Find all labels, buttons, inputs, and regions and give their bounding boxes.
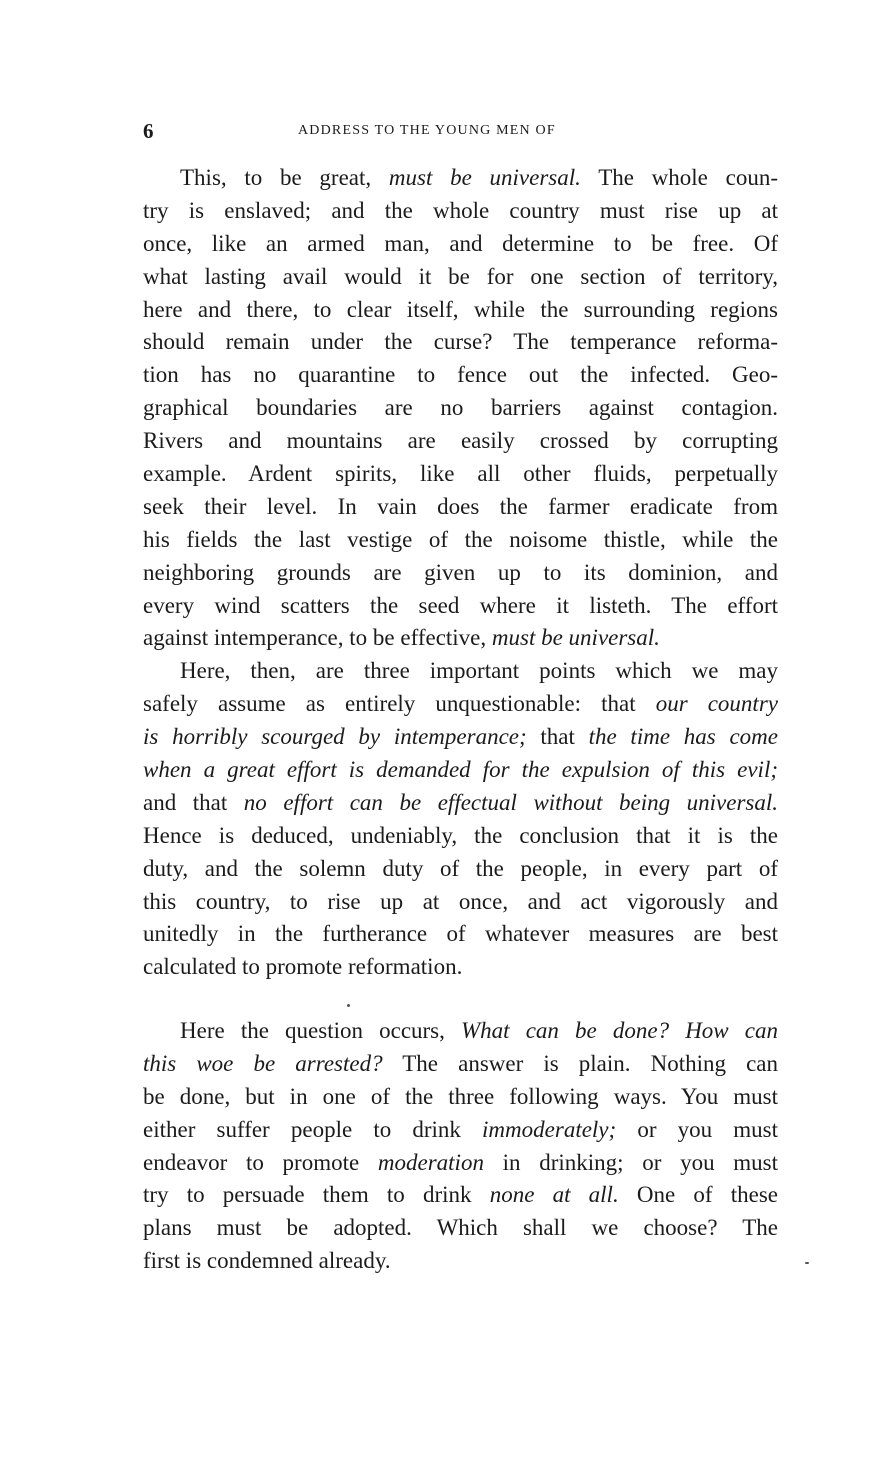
italic-text: must be universal.	[388, 165, 581, 190]
text-line	[143, 557, 778, 590]
text-run: graphical boundaries are no barriers against contagion.	[143, 395, 778, 421]
text-run: The answer is plain. Nothing can	[382, 1050, 778, 1076]
text-line	[143, 590, 778, 623]
text-run: first is condemned already.	[143, 1248, 391, 1274]
text-line	[143, 853, 778, 886]
text-run: his fields the last vestige of the noisome thistle, while the	[143, 526, 778, 552]
text-line	[143, 1179, 778, 1212]
italic-text: none at all.	[489, 1182, 619, 1208]
italic-text: is horribly scourged by intemperance;	[143, 724, 527, 750]
text-run: neighboring grounds are given up to its dominion, and	[143, 559, 778, 585]
text-run: seek their level. In vain does the farmer eradicate from	[143, 493, 778, 519]
text-line	[143, 1081, 778, 1114]
text-line	[143, 1015, 778, 1048]
text-run: what lasting avail would it be for one section of territory,	[143, 263, 778, 289]
text-run: and that	[143, 789, 244, 815]
running-head: ADDRESS TO THE YOUNG MEN OF	[298, 123, 556, 138]
text-line	[143, 294, 778, 327]
text-line	[143, 721, 778, 754]
text-run: safely assume as entirely unquestionable: that	[143, 691, 656, 717]
page-header	[143, 116, 783, 146]
text-line	[143, 820, 778, 853]
italic-text: our country	[655, 691, 778, 717]
text-line	[143, 918, 778, 951]
text-run: calculated to promote reformation.	[143, 954, 463, 980]
italic-text: no effort can be effectual without being universal.	[243, 789, 778, 815]
text-run: every wind scatters the seed where it listeth. The effort	[143, 592, 778, 618]
italic-text: immoderately;	[482, 1116, 617, 1142]
paragraph-three-points	[143, 655, 778, 984]
text-line	[143, 1212, 778, 1245]
text-line	[143, 162, 778, 195]
text-line	[143, 458, 778, 491]
text-run: once, like an armed man, and determine to be free. Of	[143, 230, 778, 256]
text-run: unitedly in the furtherance of whatever measures are best	[143, 921, 778, 947]
text-line	[143, 195, 778, 228]
text-run: endeavor to promote	[143, 1149, 378, 1175]
text-run: Here, then, are three important points which we may	[180, 658, 778, 684]
text-run: that	[526, 724, 589, 750]
text-run: against intemperance, to be effective,	[143, 625, 492, 651]
text-line	[143, 622, 778, 655]
page-number: 6	[143, 119, 154, 143]
text-run: Here the question occurs,	[180, 1018, 462, 1043]
text-line	[143, 787, 778, 820]
text-line	[143, 359, 778, 392]
text-run: example. Ardent spirits, like all other fluids, perpetually	[143, 461, 778, 487]
text-run: One of these	[618, 1182, 778, 1208]
upper-text-section	[143, 162, 778, 984]
text-line	[143, 886, 778, 919]
paragraph-question	[143, 1015, 778, 1278]
text-line	[143, 261, 778, 294]
text-run: Hence is deduced, undeniably, the conclusion that it is the	[143, 822, 778, 848]
text-line	[143, 491, 778, 524]
text-run: try is enslaved; and the whole country must rise up at	[143, 197, 778, 223]
text-run: or you must	[616, 1116, 779, 1142]
text-line	[143, 655, 778, 688]
italic-text: must be universal.	[491, 625, 660, 651]
lower-text-section	[143, 1015, 778, 1278]
italic-text: this woe be arrested?	[143, 1050, 383, 1076]
text-run: tion has no quarantine to fence out the infected. Geo-	[143, 362, 778, 388]
text-line	[143, 228, 778, 261]
italic-text: when a great effort is demanded for the expulsion of this evil;	[143, 757, 778, 783]
text-line	[143, 1114, 778, 1147]
text-line	[143, 392, 778, 425]
text-run: duty, and the solemn duty of the people, in every part of	[143, 855, 778, 881]
text-run: This, to be great,	[180, 165, 389, 190]
print-speck	[347, 1004, 350, 1007]
text-run: this country, to rise up at once, and act vigorously and	[143, 888, 778, 914]
text-run: should remain under the curse? The temperance reforma-	[143, 329, 778, 355]
text-run: try to persuade them to drink	[143, 1182, 490, 1208]
text-line	[143, 326, 778, 359]
paragraph-universal-effort	[143, 162, 778, 655]
text-run: in drinking; or you must	[483, 1149, 778, 1175]
text-line	[143, 1245, 778, 1278]
italic-text: the time has come	[588, 724, 778, 750]
italic-text: moderation	[377, 1149, 484, 1175]
text-run: Rivers and mountains are easily crossed by corrupting	[143, 428, 778, 454]
text-run: The whole coun-	[580, 165, 778, 190]
text-run: here and there, to clear itself, while the surrounding regions	[143, 296, 778, 322]
text-line	[143, 1147, 778, 1180]
text-run: either suffer people to drink	[143, 1116, 483, 1142]
text-line	[143, 754, 778, 787]
text-run: be done, but in one of the three following ways. You must	[143, 1083, 778, 1109]
text-line	[143, 688, 778, 721]
text-line	[143, 951, 778, 984]
text-line	[143, 524, 778, 557]
text-line	[143, 425, 778, 458]
italic-text: What can be done? How can	[461, 1018, 778, 1043]
print-speck	[805, 1262, 809, 1264]
text-line	[143, 1048, 778, 1081]
text-run: plans must be adopted. Which shall we choose? The	[143, 1215, 778, 1241]
